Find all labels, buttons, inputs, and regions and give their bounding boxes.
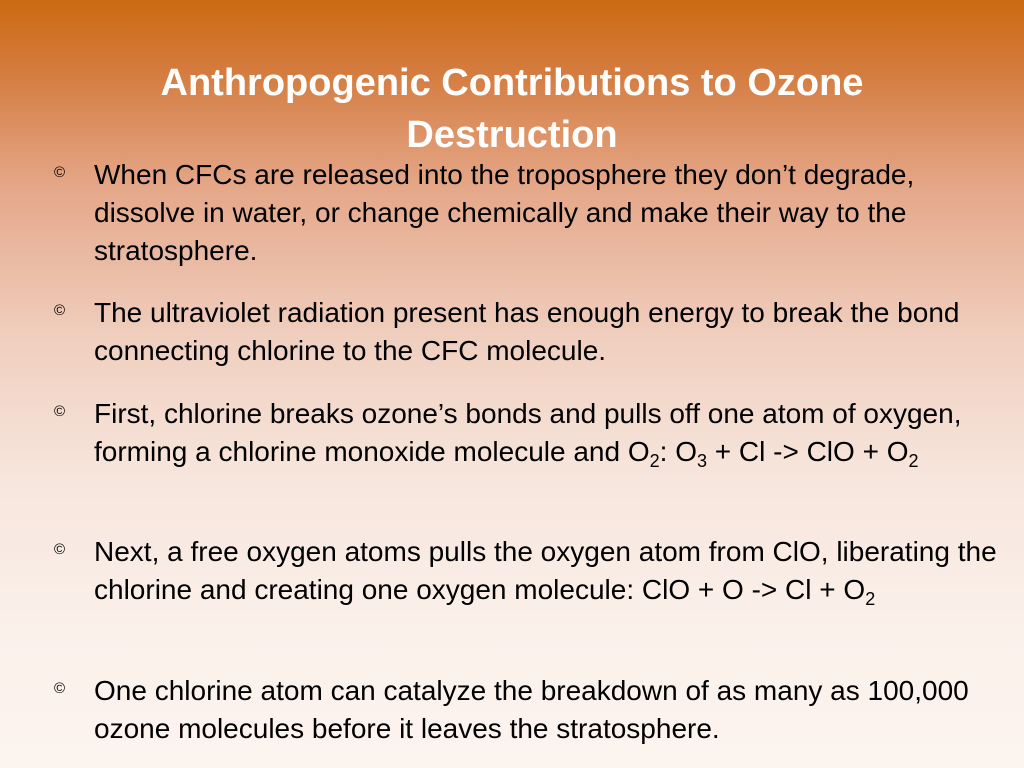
bullet-item-cfc-release [54, 156, 1010, 270]
subscript: 3 [696, 451, 707, 471]
bullet-text-part: Next, a free oxygen atoms pulls the oxygen atom from ClO, liberating the chlorine and creating one oxygen molecule: ClO + O -> Cl + O [94, 536, 997, 605]
bullet-marker-icon: © [54, 302, 66, 319]
slide-title-line-2: Destruction [406, 114, 618, 157]
bullet-item-catalyze-breakdown [54, 672, 1010, 748]
bullet-text: The ultraviolet radiation present has enough energy to break the bond connecting chlorine to the CFC molecule. [94, 297, 960, 366]
bullet-text: When CFCs are released into the troposphere they don’t degrade, dissolve in water, or change chemically and make their way to the stratosphere. [94, 159, 915, 266]
bullet-text: One chlorine atom can catalyze the breakdown of as many as 100,000 ozone molecules before it leaves the stratosphere. [94, 675, 969, 744]
bullet-marker-icon: © [54, 541, 66, 558]
bullet-text-part: : O [659, 436, 697, 467]
subscript: 2 [649, 451, 660, 471]
bullet-item-free-oxygen [54, 533, 1010, 609]
bullet-item-uv-radiation [54, 294, 1010, 370]
bullet-text [94, 536, 997, 609]
subscript: 2 [865, 589, 876, 609]
bullet-text-part: + Cl -> ClO + O [707, 436, 909, 467]
bullet-item-chlorine-breaks-ozone [54, 395, 1010, 471]
slide-title-line-1: Anthropogenic Contributions to Ozone [160, 62, 864, 105]
subscript: 2 [908, 451, 919, 471]
bullet-marker-icon: © [54, 164, 66, 181]
bullet-text-part: First, chlorine breaks ozone’s bonds and pulls off one atom of oxygen, forming a chlorine monoxide molecule and O [94, 398, 962, 467]
bullet-marker-icon: © [54, 680, 66, 697]
bullet-marker-icon: © [54, 403, 66, 420]
bullet-text [94, 398, 962, 471]
